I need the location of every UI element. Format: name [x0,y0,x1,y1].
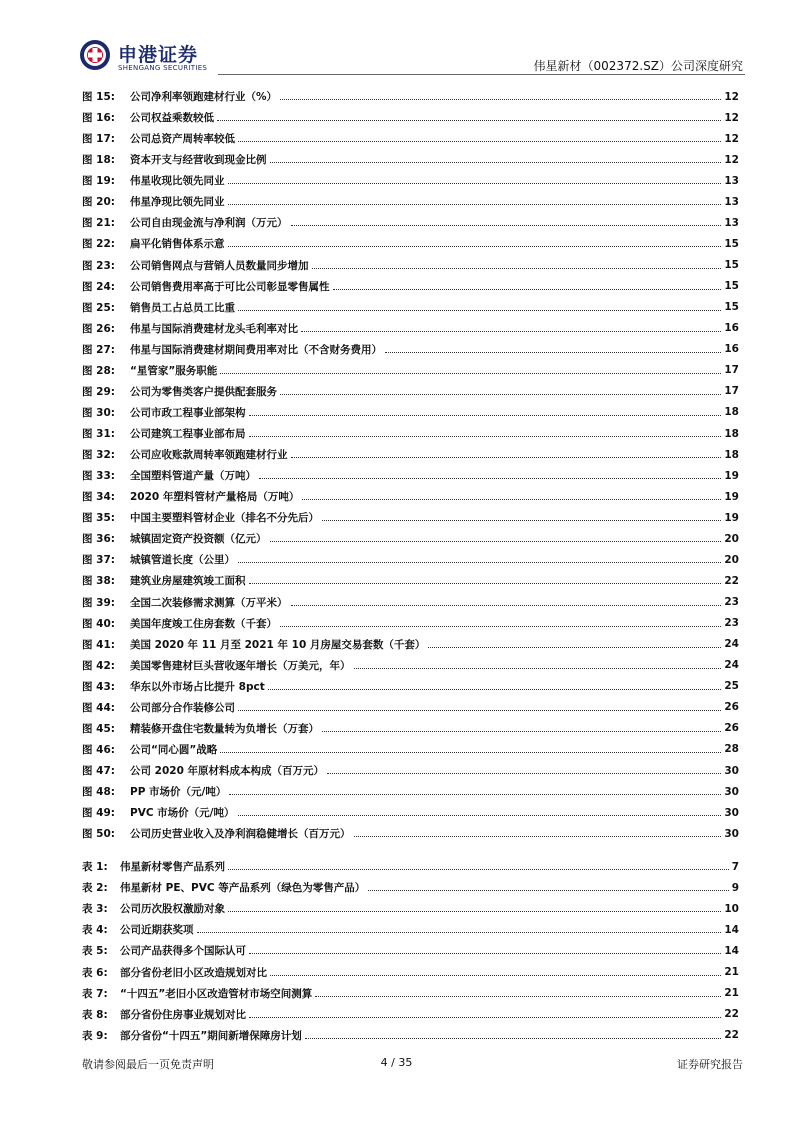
figure-index-entry[interactable] [82,570,739,591]
entry-title: 伟星新材 PE、PVC 等产品系列（绿色为零售产品） [120,882,366,895]
entry-title: 美国 2020 年 11 月至 2021 年 10 月房屋交易套数（千套） [130,638,426,651]
figure-index-entry[interactable] [82,528,739,549]
entry-label: 图 27: [82,343,115,356]
entry-label: 图 50: [82,828,115,841]
entry-label: 图 45: [82,722,115,735]
entry-label: 图 15: [82,91,115,104]
entry-page-number: 12 [724,111,739,124]
entry-label: 图 48: [82,786,115,799]
figure-index-entry[interactable] [82,339,739,360]
dot-leader [333,289,722,290]
figure-index-list [82,86,739,844]
dot-leader [268,689,722,690]
entry-label: 表 7: [82,987,108,1000]
entry-title: “十四五”老旧小区改造管材市场空间测算 [120,987,313,1000]
entry-page-number: 18 [724,406,739,419]
entry-label: 表 2: [82,882,108,895]
dot-leader [280,394,721,395]
figure-index-entry[interactable] [82,107,739,128]
figure-index-entry[interactable] [82,739,739,760]
dot-leader [249,415,722,416]
entry-label: 图 19: [82,175,115,188]
entry-label: 图 36: [82,533,115,546]
entry-title: 华东以外市场占比提升 8pct [130,680,265,693]
figure-index-entry[interactable] [82,549,739,570]
entry-label: 图 20: [82,196,115,209]
table-index-entry[interactable] [82,940,739,961]
entry-page-number: 18 [724,427,739,440]
figure-index-entry[interactable] [82,360,739,381]
dot-leader [428,647,721,648]
dot-leader [312,268,722,269]
entry-title: 部分省份老旧小区改造规划对比 [120,966,267,979]
entry-page-number: 17 [724,385,739,398]
entry-page-number: 16 [724,343,739,356]
entry-page-number: 30 [724,806,739,819]
dot-leader [229,794,721,795]
table-index-entry[interactable] [82,877,739,898]
entry-label: 图 21: [82,217,115,230]
dot-leader [301,331,721,332]
entry-title: 建筑业房屋建筑竣工面积 [130,575,246,588]
figure-index-entry[interactable] [82,191,739,212]
entry-title: 公司近期获奖项 [120,924,194,937]
table-index-entry[interactable] [82,856,739,877]
entry-title: 2020 年塑料管材产量格局（万吨） [130,491,300,504]
entry-page-number: 15 [724,237,739,250]
figure-index-entry[interactable] [82,634,739,655]
dot-leader [220,373,721,374]
figure-index-entry[interactable] [82,781,739,802]
entry-page-number: 16 [724,322,739,335]
figure-index-entry[interactable] [82,381,739,402]
dot-leader [291,605,722,606]
entry-title: 公司自由现金流与净利润（万元） [130,217,288,230]
dot-leader [291,457,722,458]
entry-label: 图 34: [82,491,115,504]
brand-name-cn: 申港证券 [118,44,199,66]
entry-title: 销售员工占总员工比重 [130,301,235,314]
entry-page-number: 7 [731,860,739,873]
header-divider [218,74,745,75]
entry-title: 部分省份住房事业规划对比 [120,1008,246,1021]
entry-page-number: 30 [724,827,739,840]
dot-leader [368,890,728,891]
figure-index-entry[interactable] [82,276,739,297]
figure-index-entry[interactable] [82,170,739,191]
entry-label: 图 17: [82,133,115,146]
dot-leader [354,668,722,669]
entry-title: 部分省份“十四五”期间新增保障房计划 [120,1029,302,1042]
figure-index-entry[interactable] [82,676,739,697]
dot-leader [197,932,722,933]
entry-label: 表 6: [82,966,108,979]
entry-page-number: 20 [724,553,739,566]
entry-page-number: 19 [724,511,739,524]
entry-page-number: 13 [724,216,739,229]
dot-leader [217,120,721,121]
table-index-entry[interactable] [82,983,739,1004]
entry-label: 图 47: [82,765,115,778]
entry-label: 图 30: [82,406,115,419]
entry-label: 表 9: [82,1029,108,1042]
entry-title: PP 市场价（元/吨） [130,786,227,799]
entry-page-number: 12 [724,153,739,166]
entry-label: 图 44: [82,701,115,714]
dot-leader [228,911,721,912]
entry-label: 图 49: [82,807,115,820]
entry-label: 图 41: [82,638,115,651]
entry-page-number: 19 [724,469,739,482]
entry-page-number: 10 [724,902,739,915]
dot-leader [249,953,721,954]
entry-title: 伟星与国际消费建材龙头毛利率对比 [130,322,298,335]
entry-page-number: 26 [724,722,739,735]
entry-title: 公司应收账款周转率领跑建材行业 [130,449,288,462]
document-type: 证券研究报告 [677,1058,743,1071]
entry-title: 公司市政工程事业部架构 [130,406,246,419]
entry-page-number: 18 [724,448,739,461]
figure-index-entry[interactable] [82,318,739,339]
dot-leader [291,225,722,226]
entry-title: 精装修开盘住宅数量转为负增长（万套） [130,722,319,735]
entry-title: 公司为零售类客户提供配套服务 [130,385,277,398]
figure-index-entry[interactable] [82,613,739,634]
entry-title: 公司 2020 年原材料成本构成（百万元） [130,765,325,778]
entry-page-number: 30 [724,764,739,777]
entry-label: 图 32: [82,449,115,462]
entry-title: 公司权益乘数较低 [130,112,214,125]
figure-index-entry[interactable] [82,718,739,739]
entry-title: 美国零售建材巨头营收逐年增长（万美元，年） [130,659,351,672]
figure-index-entry[interactable] [82,507,739,528]
entry-label: 图 46: [82,743,115,756]
entry-title: 城镇管道长度（公里） [130,554,235,567]
dot-leader [249,436,722,437]
entry-label: 图 23: [82,259,115,272]
entry-title: 公司建筑工程事业部布局 [130,428,246,441]
dot-leader [238,815,722,816]
entry-title: 公司部分合作装修公司 [130,701,235,714]
dot-leader [315,996,721,997]
entry-label: 图 33: [82,470,115,483]
entry-page-number: 13 [724,195,739,208]
entry-page-number: 15 [724,259,739,272]
entry-title: 公司总资产周转率较低 [130,133,235,146]
table-index-entry[interactable] [82,898,739,919]
entry-title: 公司历次股权激励对象 [120,903,225,916]
entry-page-number: 30 [724,785,739,798]
dot-leader [322,520,721,521]
entry-page-number: 21 [724,987,739,1000]
entry-page-number: 21 [724,966,739,979]
entry-page-number: 22 [724,1008,739,1021]
entry-label: 表 4: [82,924,108,937]
entry-label: 图 26: [82,322,115,335]
dot-leader [354,836,722,837]
entry-page-number: 17 [724,364,739,377]
entry-page-number: 19 [724,490,739,503]
entry-title: 公司“同心圆”战略 [130,743,218,756]
entry-page-number: 28 [724,743,739,756]
entry-page-number: 24 [724,638,739,651]
table-index-entry[interactable] [82,1004,739,1025]
entry-title: 扁平化销售体系示意 [130,238,225,251]
dot-leader [238,562,721,563]
entry-label: 图 22: [82,238,115,251]
entry-label: 图 35: [82,512,115,525]
dot-leader [228,869,729,870]
figure-index-entry[interactable] [82,823,739,844]
figure-index-entry[interactable] [82,297,739,318]
entry-page-number: 12 [724,90,739,103]
entry-page-number: 15 [724,280,739,293]
dot-leader [305,1038,722,1039]
dot-leader [228,204,722,205]
dot-leader [302,499,721,500]
table-index-entry[interactable] [82,919,739,940]
dot-leader [259,478,721,479]
entry-label: 表 5: [82,945,108,958]
entry-label: 图 28: [82,364,115,377]
figure-index-entry[interactable] [82,592,739,613]
figure-index-entry[interactable] [82,465,739,486]
dot-leader [220,752,721,753]
dot-leader [270,162,722,163]
table-index-entry[interactable] [82,1025,739,1046]
figure-index-entry[interactable] [82,212,739,233]
entry-label: 图 18: [82,154,115,167]
entry-title: 公司销售费用率高于可比公司彰显零售属性 [130,280,330,293]
entry-page-number: 13 [724,174,739,187]
dot-leader [270,541,722,542]
entry-title: 美国年度竣工住房套数（千套） [130,617,277,630]
figure-index-entry[interactable] [82,423,739,444]
entry-label: 表 8: [82,1008,108,1021]
dot-leader [238,310,721,311]
entry-title: “星管家”服务职能 [130,364,218,377]
entry-label: 图 29: [82,385,115,398]
entry-label: 图 25: [82,301,115,314]
entry-title: 公司净利率领跑建材行业（%） [130,91,278,104]
dot-leader [327,773,721,774]
entry-title: 伟星与国际消费建材期间费用率对比（不含财务费用） [130,343,382,356]
entry-page-number: 26 [724,701,739,714]
figure-index-entry[interactable] [82,86,739,107]
entry-label: 图 43: [82,680,115,693]
entry-page-number: 14 [724,923,739,936]
figure-index-entry[interactable] [82,486,739,507]
brand-name-en: SHENGANG SECURITIES [118,64,208,72]
figure-index-entry[interactable] [82,444,739,465]
figure-index-entry[interactable] [82,128,739,149]
table-index-entry[interactable] [82,961,739,982]
disclaimer-note: 敬请参阅最后一页免责声明 [82,1058,214,1071]
entry-label: 图 31: [82,428,115,441]
table-index-list [82,856,739,1046]
dot-leader [228,246,722,247]
entry-page-number: 25 [724,680,739,693]
entry-label: 图 24: [82,280,115,293]
entry-label: 图 39: [82,596,115,609]
entry-title: 全国二次装修需求测算（万平米） [130,596,288,609]
figure-index-entry[interactable] [82,233,739,254]
entry-title: 资本开支与经营收到现金比例 [130,154,267,167]
page-number: 4 / 35 [380,1056,413,1069]
entry-page-number: 12 [724,132,739,145]
dot-leader [322,731,721,732]
entry-label: 图 37: [82,554,115,567]
entry-title: 伟星新材零售产品系列 [120,861,225,874]
entry-title: 全国塑料管道产量（万吨） [130,470,256,483]
entry-label: 图 40: [82,617,115,630]
entry-title: 伟星收现比领先同业 [130,175,225,188]
entry-label: 图 42: [82,659,115,672]
entry-page-number: 14 [724,944,739,957]
entry-page-number: 23 [724,596,739,609]
dot-leader [249,583,722,584]
entry-page-number: 20 [724,532,739,545]
entry-label: 图 38: [82,575,115,588]
entry-page-number: 22 [724,574,739,587]
entry-title: 公司历史营业收入及净利润稳健增长（百万元） [130,828,351,841]
dot-leader [238,710,721,711]
figure-index-entry[interactable] [82,697,739,718]
entry-title: 中国主要塑料管材企业（排名不分先后） [130,512,319,525]
shengang-logo-icon [79,39,111,71]
entry-title: 公司产品获得多个国际认可 [120,945,246,958]
figure-index-entry[interactable] [82,149,739,170]
figure-index-entry[interactable] [82,402,739,423]
dot-leader [228,183,722,184]
entry-label: 表 1: [82,861,108,874]
entry-title: 城镇固定资产投资额（亿元） [130,533,267,546]
report-title: 伟星新材（002372.SZ）公司深度研究 [533,59,743,73]
entry-page-number: 15 [724,301,739,314]
entry-title: 公司销售网点与营销人员数量同步增加 [130,259,309,272]
figure-index-entry[interactable] [82,760,739,781]
dot-leader [238,141,721,142]
dot-leader [270,975,721,976]
entry-page-number: 23 [724,617,739,630]
entry-title: PVC 市场价（元/吨） [130,807,235,820]
entry-page-number: 24 [724,659,739,672]
entry-title: 伟星净现比领先同业 [130,196,225,209]
dot-leader [280,99,721,100]
page-header [0,0,793,78]
figure-index-entry[interactable] [82,802,739,823]
figure-index-entry[interactable] [82,255,739,276]
figure-index-entry[interactable] [82,655,739,676]
entry-label: 图 16: [82,112,115,125]
entry-page-number: 9 [731,881,739,894]
entry-page-number: 22 [724,1029,739,1042]
dot-leader [385,352,721,353]
dot-leader [249,1017,721,1018]
entry-label: 表 3: [82,903,108,916]
dot-leader [280,626,721,627]
